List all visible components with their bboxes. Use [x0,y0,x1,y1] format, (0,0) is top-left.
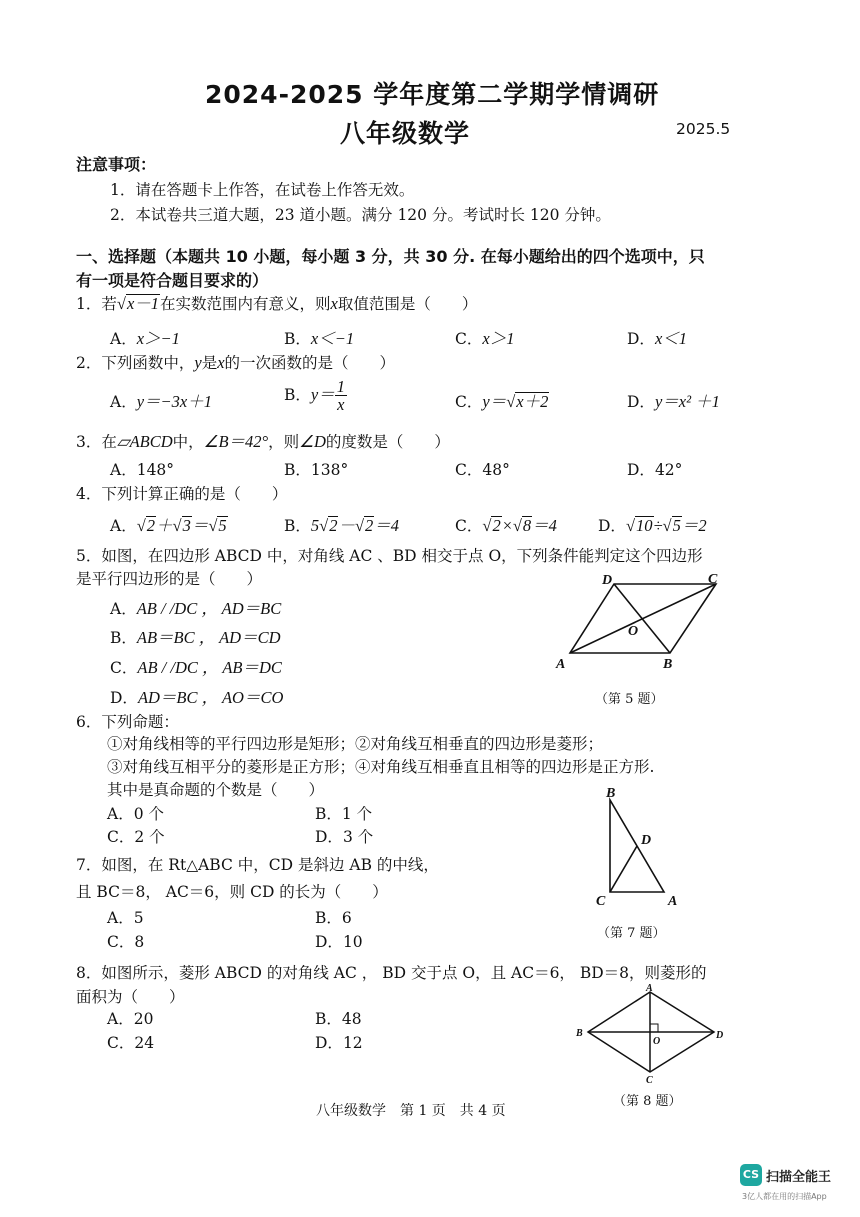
point-d-label: D [641,833,652,848]
exam-date: 2025.5 [676,120,731,138]
q4-stem: 4．下列计算正确的是（ ） [76,485,288,503]
q1-option-d: D．x＜1 [627,329,688,348]
q7-triangle-figure [590,784,690,910]
q1-option-b: B．x＜−1 [284,329,355,348]
vertex-d-label: D [716,1030,724,1041]
q3-option-c: C．48° [455,461,510,479]
q6-option-d: D．3 个 [315,828,374,846]
vertex-c-label: C [646,1075,653,1086]
q6-stem: 6．下列命题： [76,713,179,731]
q3-stem: 3．在▱ABCD中，∠B＝42°，则∠D的度数是（ ） [76,432,450,451]
q6-statement-line: ①对角线相等的平行四边形是矩形；②对角线互相垂直的四边形是菱形； [107,735,604,753]
notice-heading: 注意事项： [76,155,157,174]
vertex-c-label: C [596,894,606,909]
q3-option-b: B．138° [284,461,349,479]
q5-option-a: A．AB / /DC ， AD＝BC [110,599,282,618]
q1-stem: 1．若√x－1在实数范围内有意义，则x取值范围是（ ） [76,294,478,313]
q8-caption: （第 8 题） [613,1094,682,1109]
q2-option-b: B．y＝ $\frac{1}{x}$ [284,377,345,415]
q5-option-c: C．AB / /DC ， AB＝DC [110,658,282,677]
q6-option-b: B．1 个 [315,805,373,823]
vertex-a-label: A [646,983,653,994]
q7-caption: （第 7 题） [597,926,666,941]
q7-stem: 7．如图，在 Rt△ABC 中，CD 是斜边 AB 的中线， [76,856,439,874]
q1-option-a: A．x＞−1 [110,329,180,348]
q8-rhombus-figure [570,982,730,1086]
q6-question: 其中是真命题的个数是（ ） [107,781,325,799]
q3-option-a: A．148° [110,461,175,479]
vertex-b-label: B [663,657,673,672]
q8-option-c: C．24 [107,1034,155,1052]
q5-parallelogram-figure [550,568,730,676]
q5-option-b: B．AB＝BC ， AD＝CD [110,628,281,647]
q7-option-a: A．5 [107,909,144,927]
notice-item: 2．本试卷共三道大题，23 道小题。满分 120 分。考试时长 120 分钟。 [110,206,611,224]
q8-option-b: B．48 [315,1010,362,1028]
vertex-b-label: B [606,786,616,801]
q4-option-d: D．√10÷√5＝2 [598,516,707,535]
q7-option-c: C．8 [107,933,145,951]
vertex-d-label: D [602,573,613,588]
q8-option-a: A．20 [107,1010,154,1028]
q8-option-d: D．12 [315,1034,363,1052]
q4-option-b: B．5√2－√2＝4 [284,516,400,535]
q5-stem: 5．如图，在四边形 ABCD 中，对角线 AC 、BD 相交于点 O，下列条件能判定这个四边形 [76,547,703,565]
q5-stem-cont: 是平行四边形的是（ ） [76,570,263,588]
q7-stem-cont: 且 BC＝8， AC＝6，则 CD 的长为（ ） [76,883,388,901]
page-footer: 八年级数学 第 1 页 共 4 页 [316,1103,506,1119]
camscanner-logo-icon: CS [740,1164,762,1186]
q5-option-d: D．AD＝BC ， AO＝CO [110,688,284,707]
q2-option-c: C．y＝√x＋2 [455,392,549,411]
q7-option-b: B．6 [315,909,352,927]
watermark-tagline: 3亿人都在用的扫描App [742,1192,827,1201]
section-heading-cont: 有一项是符合题目要求的） [76,271,269,290]
q5-caption: （第 5 题） [595,692,664,707]
q8-stem-cont: 面积为（ ） [76,988,185,1006]
point-o-label: O [653,1036,661,1047]
q6-option-a: A．0 个 [107,805,164,823]
q3-option-d: D．42° [627,461,683,479]
q4-option-a: A．√2＋√3＝√5 [110,516,227,535]
q2-option-d: D．y＝x² ＋1 [627,392,720,411]
q6-statement-line: ③对角线互相平分的菱形是正方形；④对角线互相垂直且相等的四边形是正方形. [107,758,655,776]
q2-option-a: A．y＝−3x＋1 [110,392,212,411]
q7-option-d: D．10 [315,933,363,951]
diagonal-bd [614,584,670,653]
exam-title: 2024-2025 学年度第二学期学情调研 [205,80,660,109]
point-o-label: O [628,624,639,639]
median-cd [610,846,637,892]
right-angle-mark [650,1024,658,1032]
q2-stem: 2．下列函数中，y是x的一次函数的是（ ） [76,353,396,372]
notice-item: 1．请在答题卡上作答，在试卷上作答无效。 [110,181,415,199]
q4-option-c: C．√2×√8＝4 [455,516,557,535]
vertex-c-label: C [708,572,718,587]
section-heading: 一、选择题（本题共 10 小题，每小题 3 分，共 30 分. 在每小题给出的四个选项中，只 [76,247,705,266]
vertex-a-label: A [556,657,566,672]
vertex-b-label: B [576,1028,583,1039]
watermark-brand: 扫描全能王 [766,1170,832,1185]
vertex-a-label: A [668,894,678,909]
q6-option-c: C．2 个 [107,828,165,846]
exam-subtitle: 八年级数学 [340,119,471,148]
q1-option-c: C．x＞1 [455,329,515,348]
q8-stem: 8．如图所示，菱形 ABCD 的对角线 AC ， BD 交于点 O，且 AC＝6， BD＝8，则菱形的 [76,964,707,982]
